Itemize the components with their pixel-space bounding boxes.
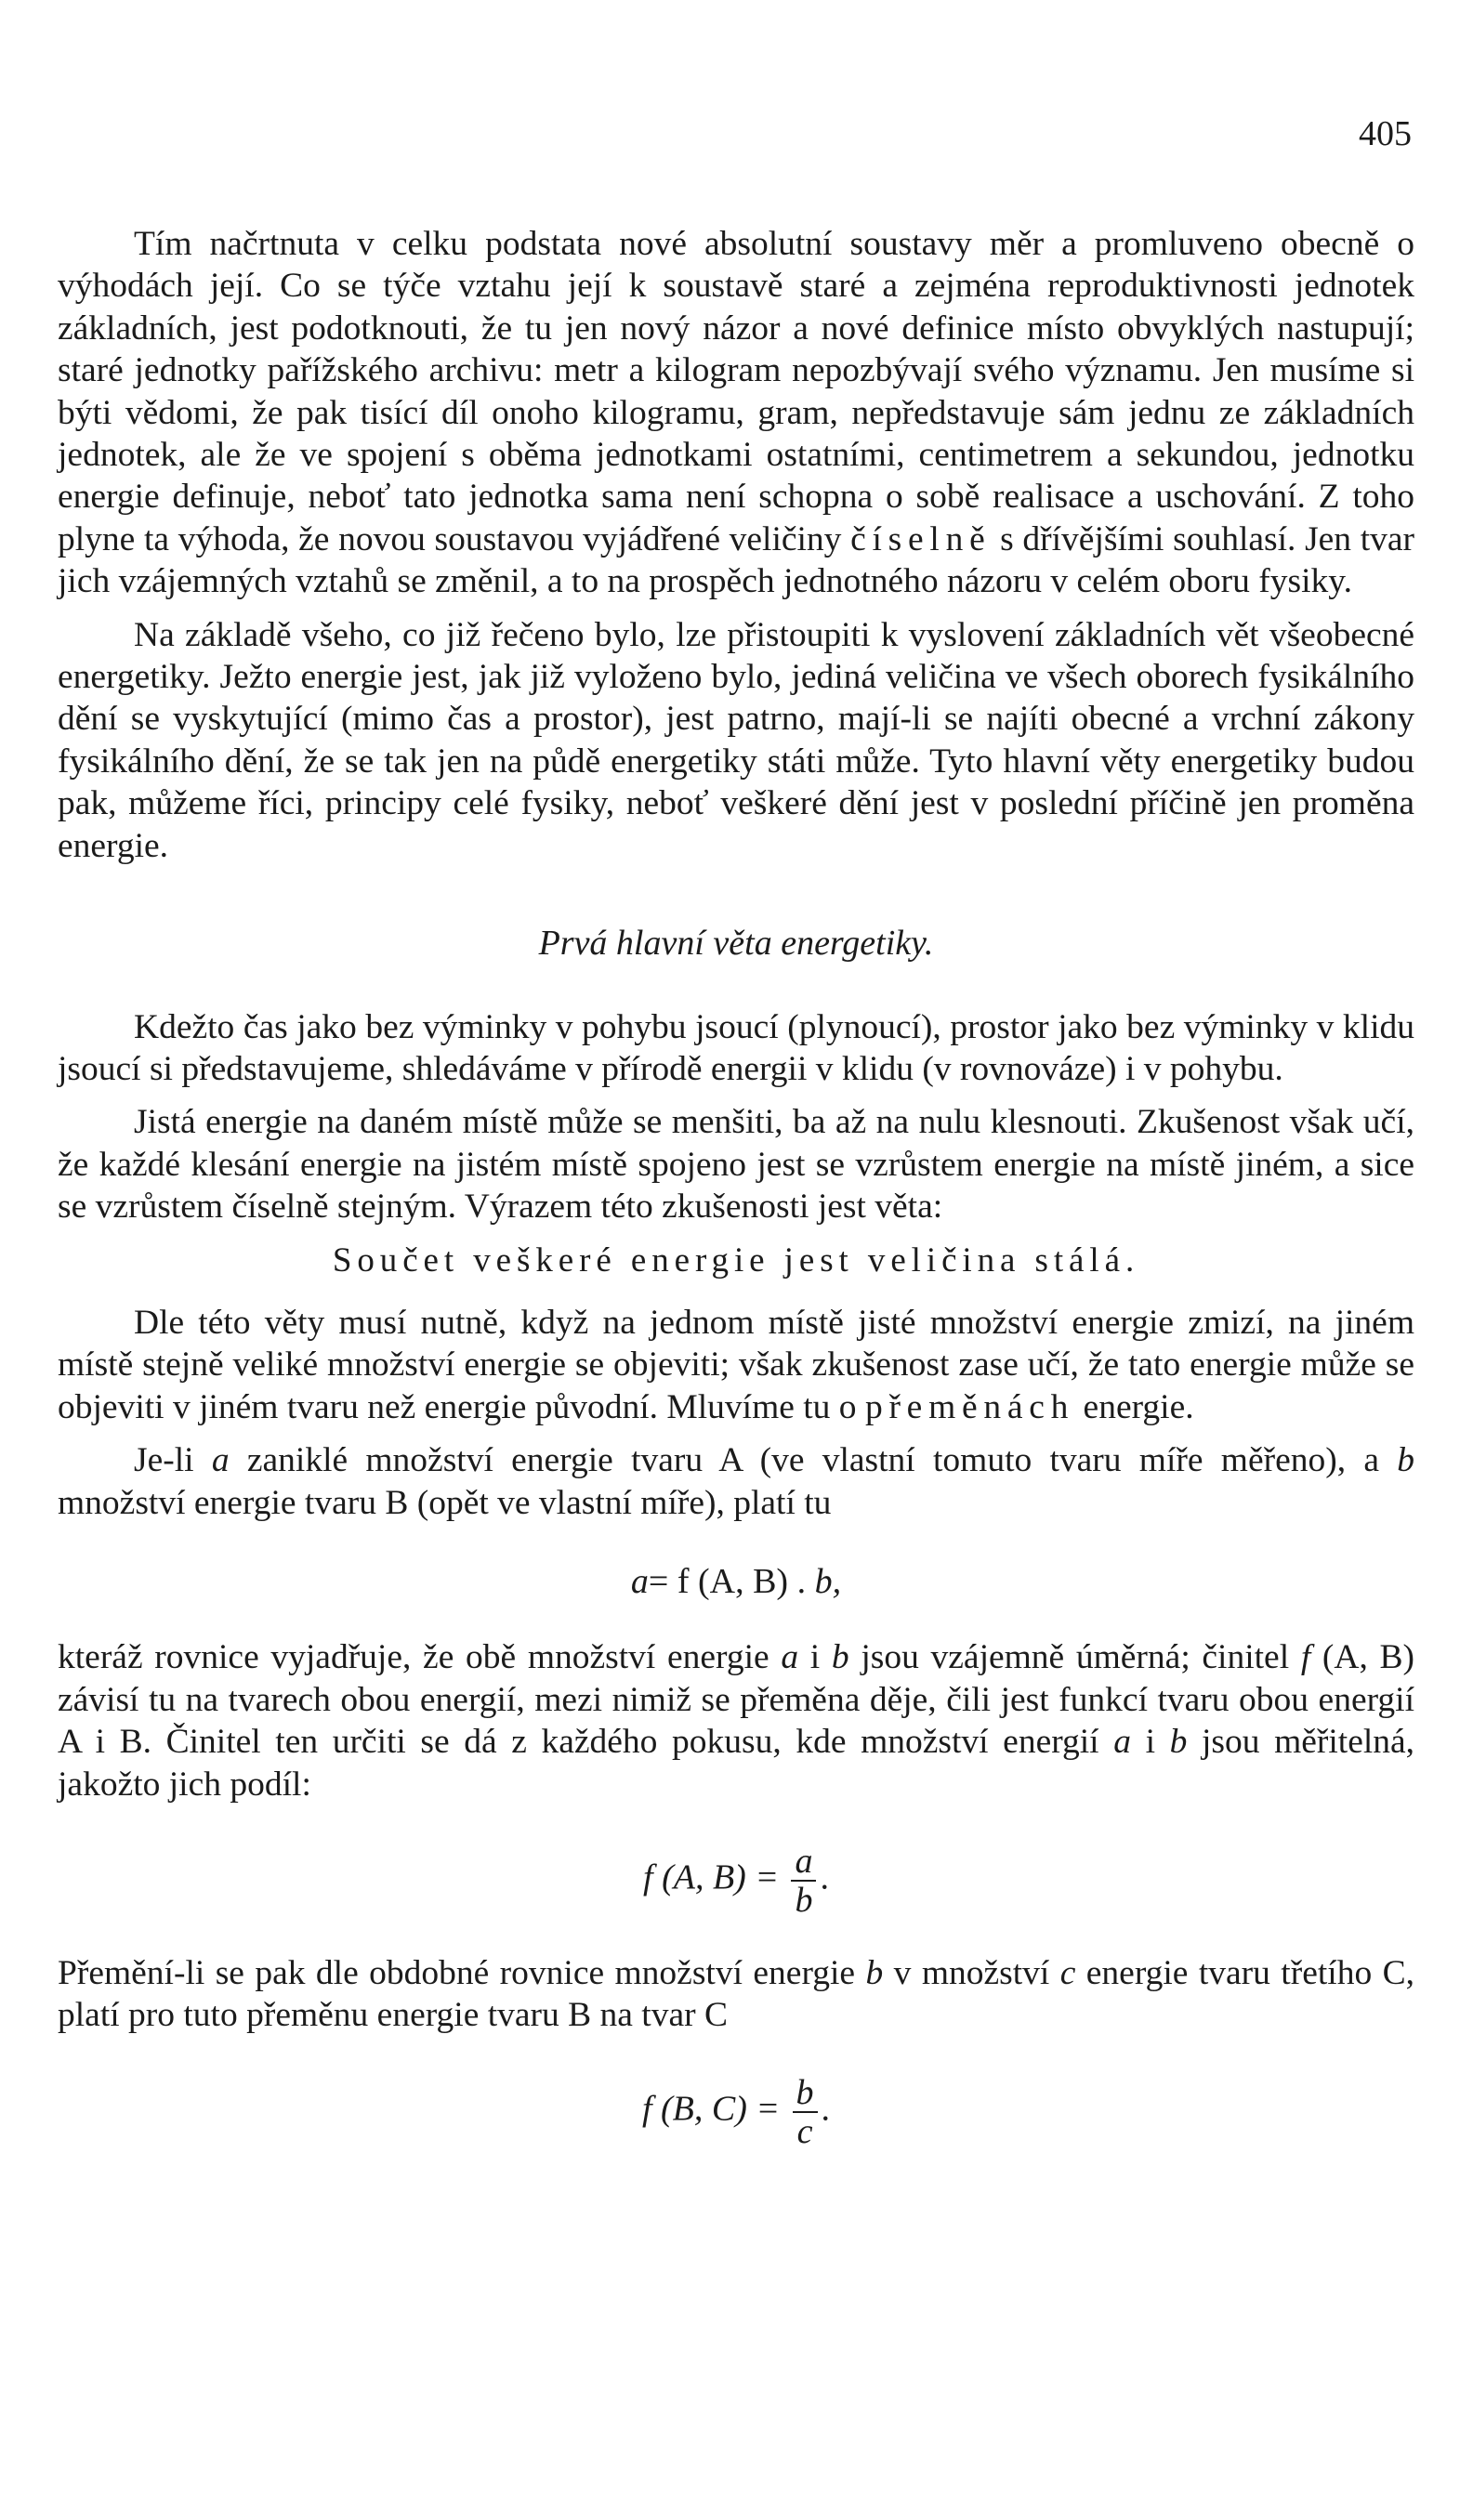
- fraction-numerator: b: [793, 2074, 818, 2113]
- paragraph-7: [58, 1636, 1414, 1805]
- section-heading: Prvá hlavní věta energetiky.: [538, 924, 934, 964]
- body-text: [58, 223, 1414, 2184]
- text-run: zaniklé množství energie tvaru A (ve vlastní tomuto tvaru míře měřeno), a: [246, 1441, 1379, 1480]
- law-statement: Součet veškeré energie jest veličina stálá.: [332, 1240, 1140, 1280]
- variable-b: b: [831, 1638, 849, 1677]
- paragraph-5-tail: energie.: [1083, 1387, 1194, 1426]
- paragraph-5: [58, 1302, 1414, 1428]
- paragraph-3: Kdežto čas jako bez výminky v pohybu jsoucí (plynoucí), prostor jako bez výminky v klidu jsoucí si představujeme, shledáváme v přírodě energii v klidu (v rovnováze) i v pohybu.: [58, 1007, 1414, 1088]
- paragraph-2: Na základě všeho, co již řečeno bylo, lze přistoupiti k vyslovení základních vět všeobecné energetiky. Ježto energie jest, jak již vyloženo bylo, jediná veličina ve všech oborech fysikálního dění se vyskytující (mimo čas a prostor), jest patrno, mají-li se najíti obecné a vrchní zákony fysikálního dění, že se tak jen na půdě energetiky státi může. Tyto hlavní věty energetiky budou pak, můžeme říci, principy celé fysiky, neboť veškeré dění jest v poslední příčině jen proměna energie.: [58, 615, 1414, 865]
- paragraph-1-tail: s dřívějšími souhlasí. Jen tvar jich vzájemných vztahů se změnil, a to na prospěch jednotného názoru v celém oboru fysiky.: [58, 519, 1415, 601]
- fraction-b-over-c: [793, 2074, 818, 2150]
- variable-a: a: [1113, 1723, 1131, 1762]
- equation-1-lhs: a: [630, 1561, 649, 1601]
- emphasis-spaced: přeměnách: [864, 1387, 1075, 1426]
- variable-b: b: [865, 1954, 884, 1992]
- paragraph-8: [58, 1952, 1414, 2037]
- text-run: energie tvaru třetího C, platí pro tuto přeměnu energie tvaru B na tvar C: [58, 1954, 1414, 2035]
- variable-a: a: [211, 1441, 230, 1480]
- equation-3-lhs: f (B, C) =: [641, 2089, 781, 2129]
- equation-3-end: .: [821, 2089, 831, 2129]
- paragraph-4: Jistá energie na daném místě může se menšiti, ba až na nulu klesnouti. Zkušenost však učí, že každé klesání energie na jistém místě spojeno jest se vzrůstem energie na místě jiném, a sice se vzrůstem číselně stejným. Výrazem této zkušenosti jest věta:: [58, 1103, 1414, 1227]
- equation-2-end: .: [820, 1857, 829, 1897]
- fraction-numerator: a: [791, 1843, 816, 1882]
- paragraph-1: [58, 223, 1414, 603]
- text-run: jsou měřitelná, jakožto jich podíl:: [58, 1723, 1415, 1804]
- paragraph-5-text: Dle této věty musí nutně, když na jednom místě jisté množství energie zmizí, na jiném místě stejně veliké množství energie se objeviti; však zkušenost zase učí, že tato energie může se objeviti v jiném tvaru než energie původní. Mluvíme tu o: [58, 1303, 1414, 1426]
- equation-1-middle: = f (A, B) .: [648, 1561, 807, 1601]
- equation-1: [58, 1561, 1414, 1603]
- equation-1-rhs: b,: [814, 1561, 842, 1601]
- text-run: kteráž rovnice vyjadřuje, že obě množství energie: [58, 1638, 769, 1677]
- text-run: v množství: [893, 1954, 1050, 1992]
- paragraph-6: [58, 1439, 1414, 1524]
- text-run: jsou vzájemně úměrná; činitel: [861, 1638, 1290, 1677]
- equation-3: [58, 2074, 1414, 2150]
- text-run: Je-li: [134, 1441, 194, 1480]
- variable-f: f: [1300, 1638, 1311, 1677]
- variable-b: b: [1397, 1441, 1415, 1480]
- equation-2: [58, 1843, 1414, 1919]
- paragraph-1-text: Tím načrtnuta v celku podstata nové absolutní soustavy měr a promluveno obecně o výhodách její. Co se týče vztahu její k soustavě staré a zejména reproduktivnosti jednotek základních, jest podotknouti, že tu jen nový názor a nové definice místo obvyklých nastupují; staré jednotky pařížského archivu: metr a kilogram nepozbývají svého významu. Jen musíme si býti vědomi, že pak tisící díl onoho kilogramu, gram, nepředstavuje sám jednu ze základních jednotek, ale že ve spojení s oběma jednotkami ostatními, centimetrem a sekundou, jednotku energie definuje, neboť tato jednotka sama není schopna o sobě realisace a uschování. Z toho plyne ta výhoda, že novou soustavou vyjádřené veličiny: [58, 225, 1414, 558]
- emphasis-spaced: číselně: [850, 519, 992, 558]
- fraction-denominator: b: [795, 1881, 813, 1920]
- fraction-denominator: c: [796, 2111, 813, 2151]
- text-run: i: [809, 1638, 821, 1677]
- fraction-a-over-b: [791, 1843, 816, 1919]
- variable-c: c: [1059, 1954, 1076, 1992]
- variable-b: b: [1169, 1723, 1188, 1762]
- page-number: 405: [1359, 114, 1412, 153]
- equation-2-lhs: f (A, B) =: [643, 1857, 779, 1897]
- variable-a: a: [781, 1638, 799, 1677]
- text-run: (A, B) závisí tu na tvarech obou energií, mezi nimiž se přeměna děje, čili jest funkcí tvaru obou energií A i B. Činitel ten určiti se dá z každého pokusu, kde množství energií: [58, 1638, 1415, 1762]
- text-run: množství energie tvaru B (opět ve vlastní míře), platí tu: [58, 1483, 832, 1522]
- text-run: i: [1145, 1723, 1155, 1762]
- text-run: Přemění-li se pak dle obdobné rovnice množství energie: [58, 1954, 856, 1992]
